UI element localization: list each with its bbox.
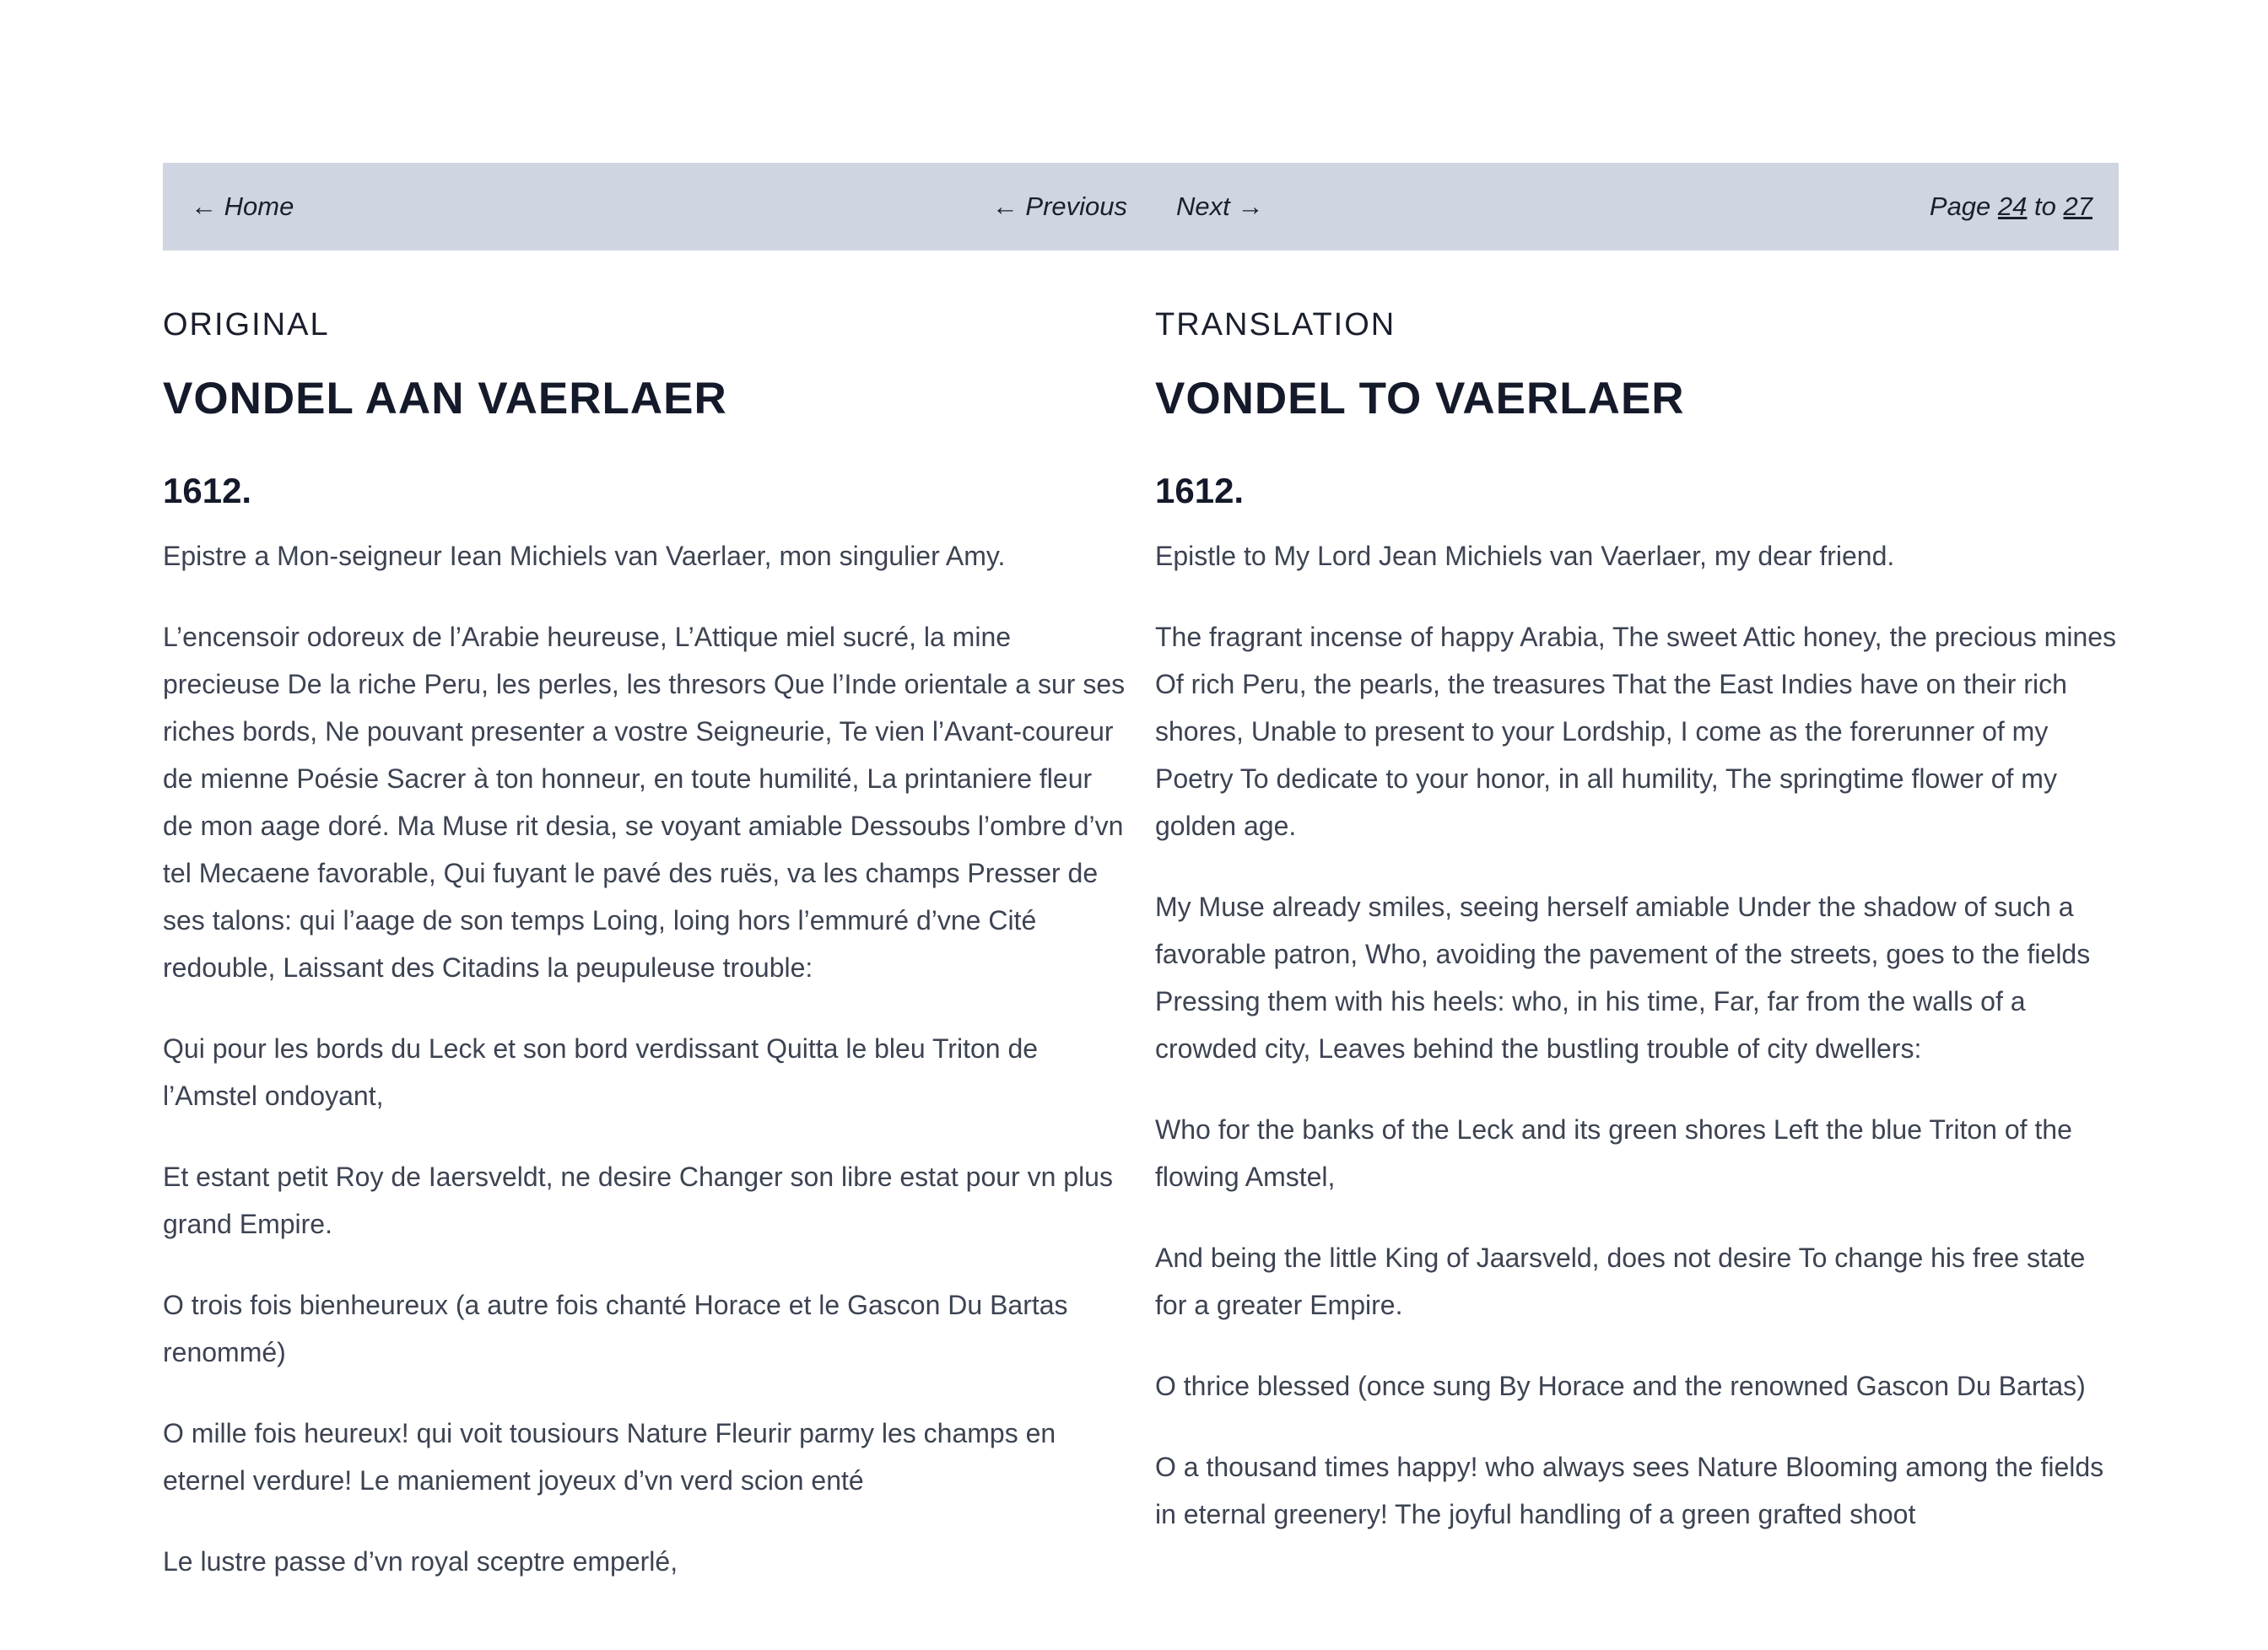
- left-arrow-icon: ←: [991, 191, 1018, 221]
- translation-label: TRANSLATION: [1155, 307, 1396, 342]
- navigation-bar: [163, 163, 2119, 251]
- original-paragraph: L’encensoir odoreux de l’Arabie heureuse, L’Attique miel sucré, la mine precieuse De la riche Peru, les perles, les thresors Que l’Inde orientale a sur ses riches bords, Ne pouvant presenter a vostre Seigneurie, Te vien l’Avant-coureur de mienne Poésie Sacrer à ton honneur, en toute humilité, La printaniere fleur de mon aage doré. Ma Muse rit desia, se voyant amiable Dessoubs l’ombre d’vn tel Mecaene favorable, Qui fuyant le pavé des ruës, va les champs Presser de ses talons: qui l’aage de son temps Loing, loing hors l’emmuré d’vne Cité redouble, Laissant des Citadins la peupuleuse trouble:: [163, 622, 1126, 983]
- page-to-link[interactable]: 27: [2063, 191, 2092, 221]
- original-paragraph: O mille fois heureux! qui voit tousiours Nature Fleurir parmy les champs en eternel verdure! Le maniement joyeux d’vn verd scion enté: [163, 1418, 1056, 1496]
- translation-paragraph: O a thousand times happy! who always sees Nature Blooming among the fields in eternal greenery! The joyful handling of a green grafted shoot: [1155, 1452, 2104, 1529]
- right-arrow-icon: →: [1237, 191, 1264, 221]
- translation-paragraph: Epistle to My Lord Jean Michiels van Vaerlaer, my dear friend.: [1155, 541, 1895, 571]
- translation-paragraph: And being the little King of Jaarsveld, does not desire To change his free state for a greater Empire.: [1155, 1243, 2086, 1320]
- original-label: ORIGINAL: [163, 307, 330, 342]
- translation-paragraph: The fragrant incense of happy Arabia, The sweet Attic honey, the precious mines Of rich Peru, the pearls, the treasures That the East Indies have on their rich shores, Unable to present to your Lordship, I come as the forerunner of my Poetry To dedicate to your honor, in all humility, The springtime flower of my golden age.: [1155, 622, 2117, 841]
- left-arrow-icon: ←: [191, 191, 217, 221]
- page: [163, 163, 2119, 1619]
- original-year: 1612.: [163, 471, 252, 510]
- original-paragraph: Et estant petit Roy de Iaersveldt, ne desire Changer son libre estat pour vn plus grand Empire.: [163, 1162, 1113, 1239]
- page-range-prefix: Page: [1929, 191, 1991, 221]
- previous-link-label: Previous: [1025, 191, 1127, 221]
- translation-column: [1155, 303, 2119, 1619]
- translation-year: 1612.: [1155, 471, 1245, 510]
- next-link-label: Next: [1176, 191, 1230, 221]
- translation-paragraph: My Muse already smiles, seeing herself amiable Under the shadow of such a favorable patron, Who, avoiding the pavement of the streets, goes to the fields Pressing them with his heels: who, in his time, Far, far from the walls of a crowded city, Leaves behind the bustling trouble of city dwellers:: [1155, 892, 2091, 1064]
- page-from-link[interactable]: 24: [1997, 191, 2028, 221]
- original-title: VONDEL AAN VAERLAER: [163, 374, 727, 423]
- previous-link[interactable]: [992, 191, 1127, 222]
- original-paragraph: Qui pour les bords du Leck et son bord verdissant Quitta le bleu Triton de l’Amstel ondoyant,: [163, 1033, 1039, 1111]
- next-link[interactable]: [1176, 191, 1263, 222]
- home-link[interactable]: [191, 191, 294, 222]
- home-link-label: Home: [224, 191, 294, 221]
- original-paragraph: Epistre a Mon-seigneur Iean Michiels van Vaerlaer, mon singulier Amy.: [163, 541, 1006, 571]
- translation-title: VONDEL TO VAERLAER: [1155, 374, 1685, 423]
- original-paragraph: Le lustre passe d’vn royal sceptre emperlé,: [163, 1546, 678, 1577]
- original-column: [163, 303, 1126, 1619]
- translation-paragraph: O thrice blessed (once sung By Horace and the renowned Gascon Du Bartas): [1155, 1371, 2086, 1401]
- page-range-to: to: [2034, 191, 2056, 221]
- translation-paragraph: Who for the banks of the Leck and its green shores Left the blue Triton of the flowing Amstel,: [1155, 1114, 2072, 1192]
- original-paragraph: O trois fois bienheureux (a autre fois chanté Horace et le Gascon Du Bartas renommé): [163, 1290, 1068, 1367]
- columns: [163, 303, 2119, 1619]
- page-range: [1930, 191, 2092, 222]
